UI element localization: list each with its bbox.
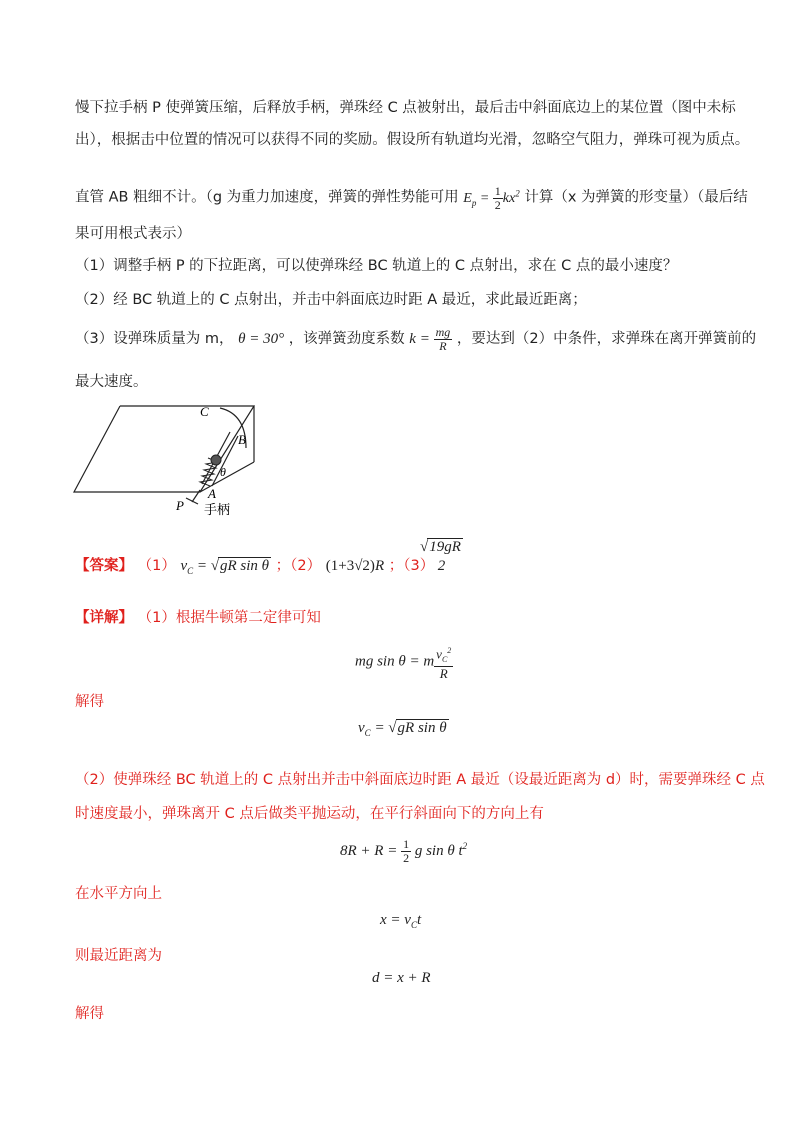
answer-3-prefix: ；（3） (388, 558, 435, 574)
handle-bar (186, 498, 198, 504)
answer-2: (1+3√2)R (325, 558, 385, 574)
intro-line-1: 慢下拉手柄 P 使弹簧压缩，后释放手柄，弹珠经 C 点被射出，最后击中斜面底边上的某位置（图中未标 (75, 100, 736, 116)
question-2: （2）经 BC 轨道上的 C 点射出，并击中斜面底边时距 A 最近，求此最近距离； (75, 292, 587, 308)
equation-4: $x = v_Ct$ (380, 912, 422, 930)
label-B: B (238, 432, 246, 447)
answer-1-prefix: （1） (137, 558, 176, 574)
pinball-incline-figure (70, 400, 280, 520)
theta-value: θ = 30° (238, 330, 285, 347)
horizontal-label: 在水平方向上 (75, 886, 162, 902)
label-theta: θ (220, 465, 226, 479)
ball (211, 455, 221, 465)
intro-line-3 (75, 183, 748, 212)
answer-3: $\frac{√19gR}{2}$ (418, 538, 465, 575)
answer-tag: 【答案】 (75, 558, 133, 574)
solve-label-1: 解得 (75, 694, 104, 710)
question-3a: （3）设弹珠质量为 m， (75, 330, 234, 347)
question-3 (75, 326, 756, 353)
equation-1: mg sin θ = m $\frac{v_C^2}{R}$ (355, 646, 452, 681)
question-3b: ，该弹簧劲度系数 (288, 330, 405, 347)
question-3c: ，要达到（2）中条件，求弹珠在离开弹簧前的 (456, 330, 757, 347)
question-3-end: 最大速度。 (75, 374, 148, 390)
answer-2-prefix: ；（2） (275, 558, 322, 574)
label-C: C (200, 404, 209, 419)
intro-line-2: 出），根据击中位置的情况可以获得不同的奖励。假设所有轨道均光滑，忽略空气阻力，弹珠可视为质点。 (75, 132, 750, 148)
incline-outline (74, 406, 254, 492)
detail-p2-line-2: 时速度最小，弹珠离开 C 点后做类平抛运动，在平行斜面向下的方向上有 (75, 806, 544, 822)
detail-p2-line-1: （2）使弹珠经 BC 轨道上的 C 点射出并击中斜面底边时距 A 最近（设最近距离为 d）时，需要弹珠经 C 点 (75, 772, 765, 788)
equation-2: $v_C = √gR$ sin θ (358, 720, 447, 738)
equation-3: 8R + R = $\frac{1}{2}$ g sin θ $t^2$ (340, 837, 468, 865)
equation-5: d = x + R (372, 970, 431, 986)
detail-line-1 (75, 608, 321, 628)
solve-label-2: 解得 (75, 1006, 104, 1022)
detail-intro: （1）根据牛顿第二定律可知 (137, 610, 321, 626)
intro-line-3a: 直管 AB 粗细不计。（g 为重力加速度，弹簧的弹性势能可用 (75, 189, 459, 206)
label-A: A (208, 486, 216, 501)
ep-formula: $E_p$ = $\frac{1}{2}$ $kx^2$ (463, 183, 520, 212)
label-handle: 手柄 (204, 503, 231, 518)
answer-1: $v_C = √gR$ sin θ (180, 558, 270, 576)
label-P: P (176, 498, 184, 513)
answer-line (75, 556, 434, 581)
nearest-label: 则最近距离为 (75, 948, 162, 964)
detail-tag: 【详解】 (75, 610, 133, 626)
intro-line-4: 果可用根式表示） (75, 226, 191, 242)
question-1: （1）调整手柄 P 的下拉距离，可以使弹珠经 BC 轨道上的 C 点射出，求在 C 点的最小速度？ (75, 258, 678, 274)
intro-line-3b: 计算（x 为弹簧的形变量）（最后结 (524, 189, 748, 206)
k-formula: k = $\frac{mg}{R}$ (409, 325, 451, 353)
